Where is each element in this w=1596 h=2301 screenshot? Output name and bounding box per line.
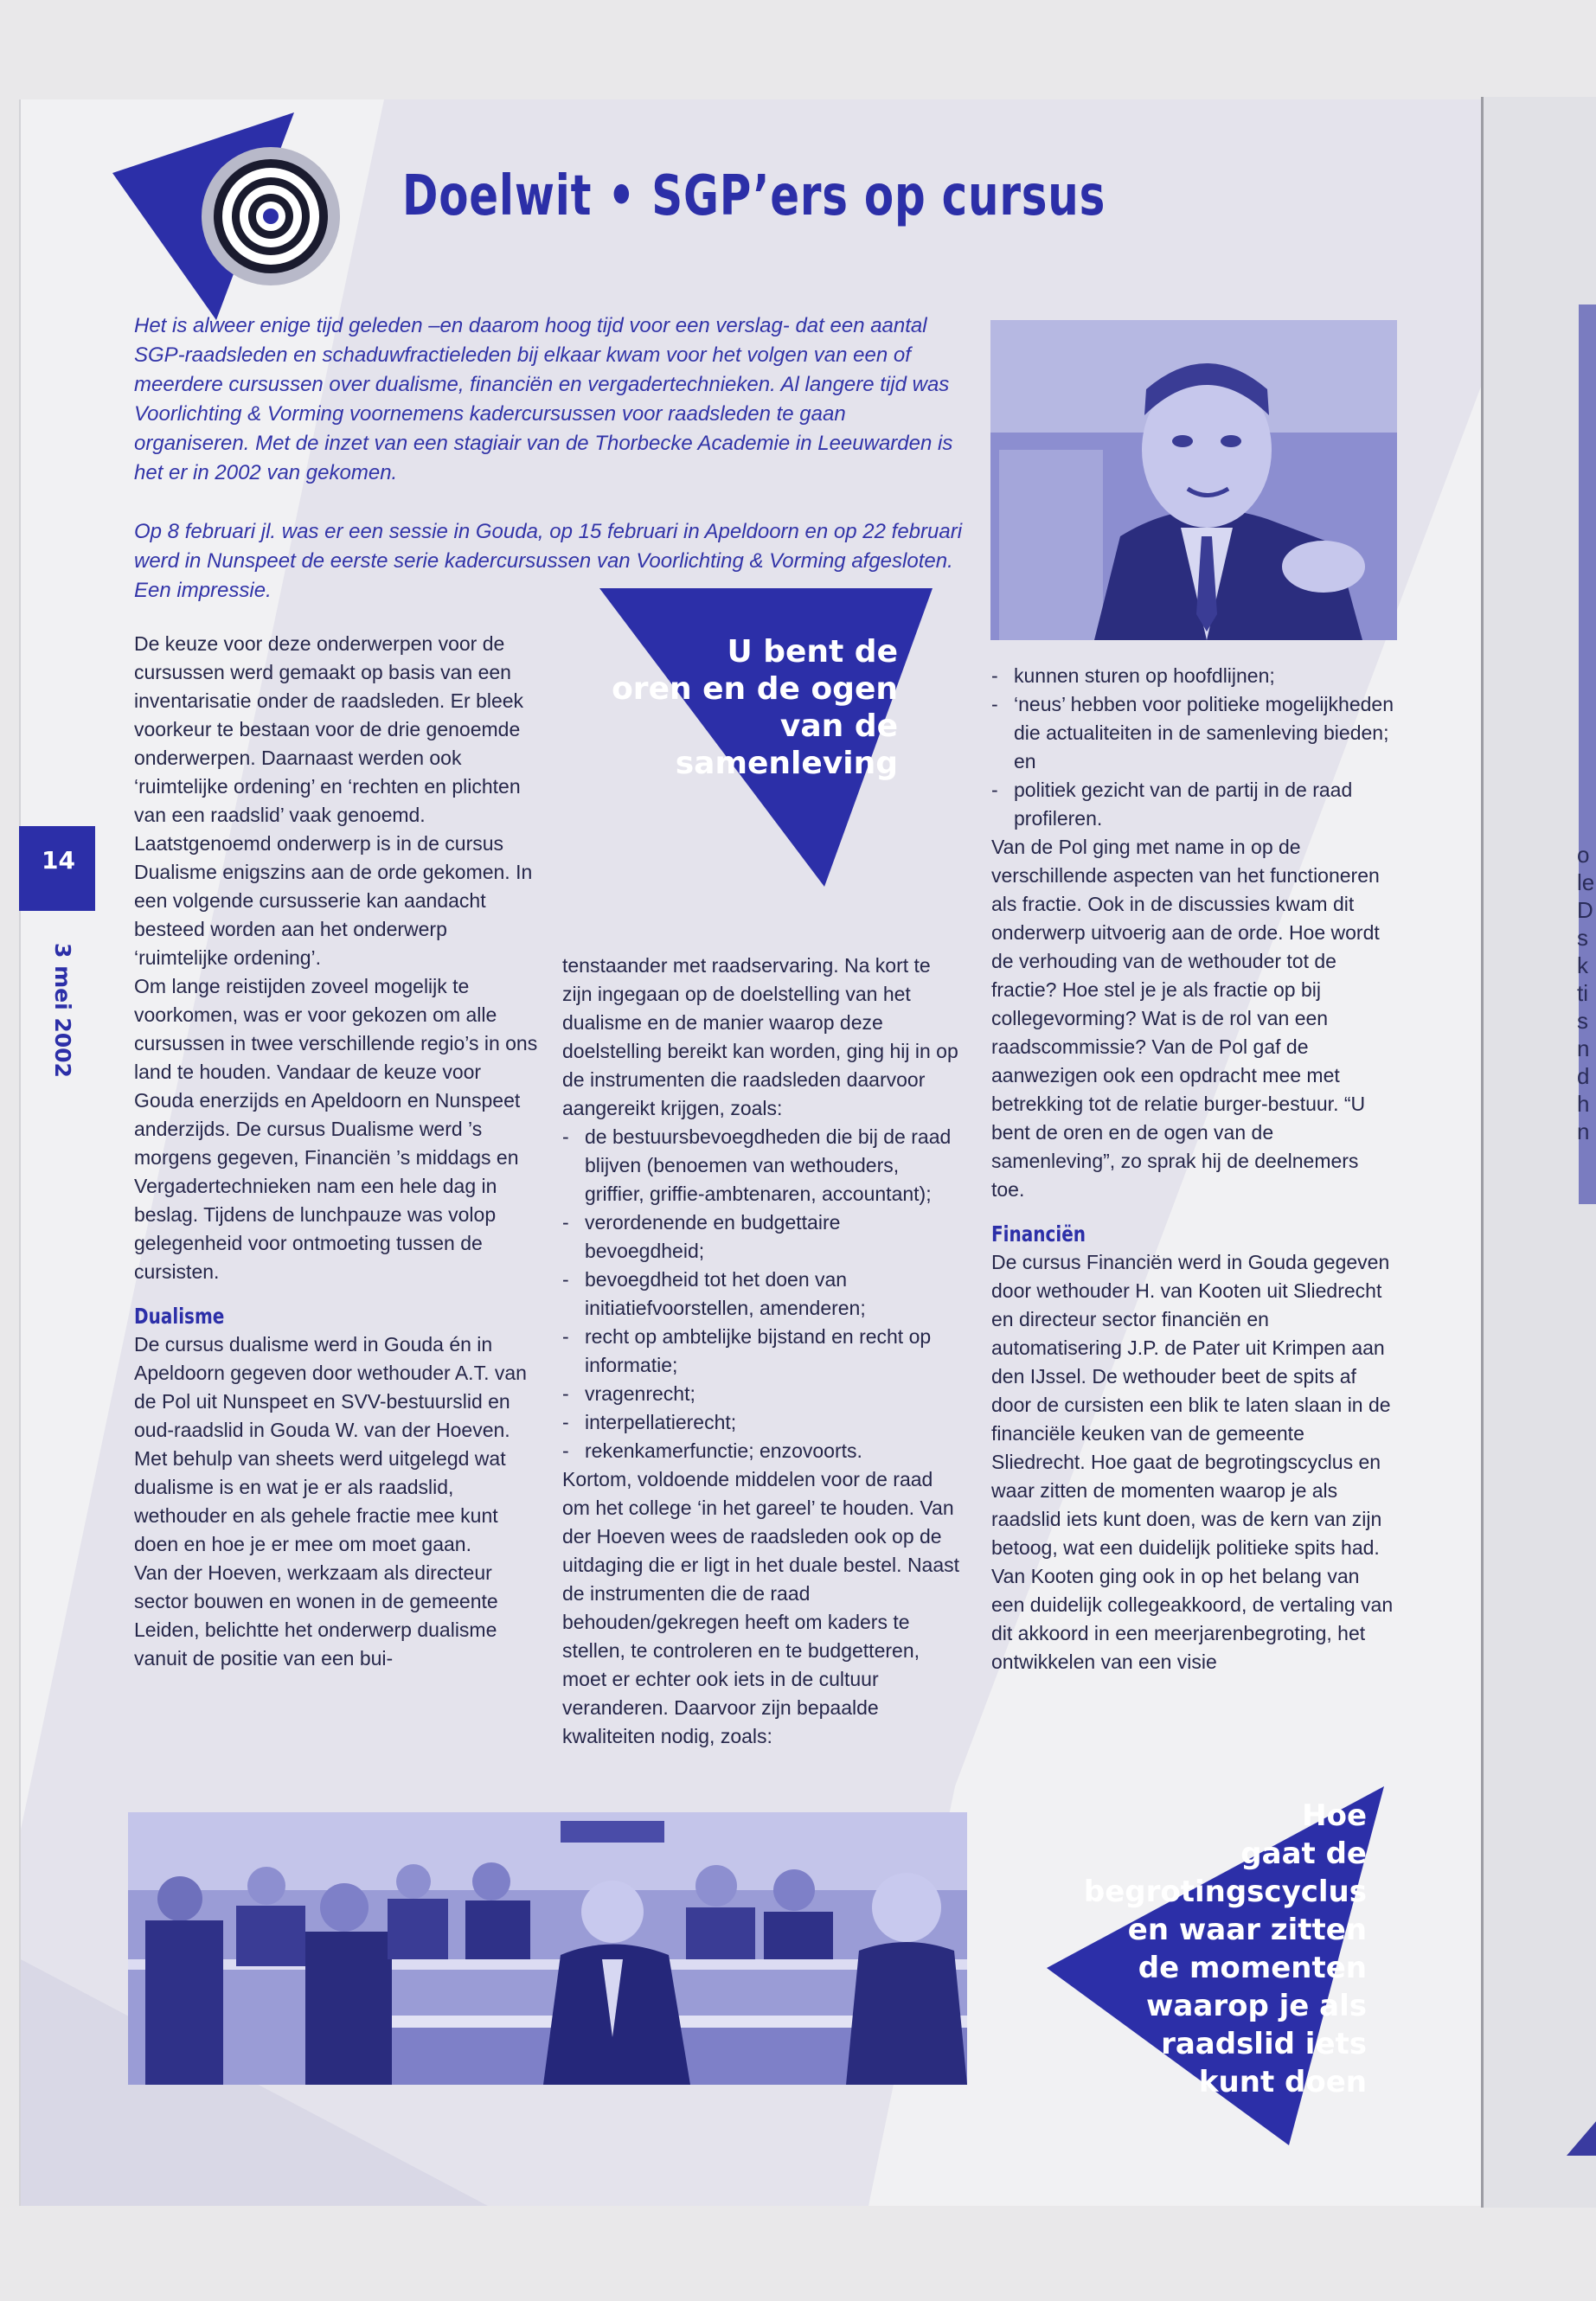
- list-item: - recht op ambtelijke bijstand en recht op informatie;: [562, 1323, 962, 1380]
- pullquote-2-line: begrotingscyclus: [1083, 1875, 1367, 1909]
- paragraph: Van der Hoeven, werkzaam als directeur sector bouwen en wonen in de gemeente Leiden, belichtte het onderwerp dualisme vanuit de positie van een bui-: [134, 1561, 498, 1670]
- paragraph: De keuze voor deze onderwerpen voor de cursussen werd gemaakt op basis van een inventarisatie onder de raadsleden. Er bleek voorkeur te bestaan voor de drie genoemde onderwerpen. Daarnaast werden ook ‘ruimtelijke ordening’ en ‘rechten en plichten van een raadslid’ vaak genoemd. Laatstgenoemd onderwerp is in de cursus Dualisme enigszins aan de orde gekomen. In een volgende cursusserie kan aandacht besteed worden aan het onderwerp ‘ruimtelijke ordening’.: [134, 632, 533, 969]
- list-item: - ‘neus’ hebben voor politieke mogelijkheden die actualiteiten in de samenleving bieden; en: [991, 690, 1396, 776]
- facing-page-triangle: [1567, 2095, 1596, 2156]
- list-item: - interpellatierecht;: [562, 1408, 962, 1437]
- list-item: - vragenrecht;: [562, 1380, 962, 1408]
- pullquote-1-line: oren en de ogen: [612, 671, 898, 707]
- article-column-2: [562, 952, 962, 1751]
- paragraph: De cursus Financiën werd in Gouda gegeven door wethouder H. van Kooten uit Sliedrecht en directeur sector financiën en automatisering J.P. de Pater uit Krimpen aan den IJssel. De wethouder beet de spits af door de cursisten een blik te laten slaan in de financiële keuken van de gemeente Sliedrecht. Hoe gaat de begrotingscyclus en waar zitten de momenten waarop je als raadslid iets kunt doen, was de kern van zijn betoog, wat een duidelijk politieke spits had. Van Kooten ging ook in op het belang van een duidelijk collegeakkoord, de vertaling van dit akkoord in een meerjarenbegroting, het ontwikkelen van een visie: [991, 1251, 1394, 1673]
- target-icon: [197, 143, 344, 290]
- pullquote-2-line: de momenten: [1138, 1951, 1367, 1985]
- list-item: - politiek gezicht van de partij in de raad profileren.: [991, 776, 1396, 833]
- facing-page: [1481, 97, 1596, 2208]
- section-heading-financien: Financiën: [991, 1221, 1086, 1247]
- issue-date: 3 mei 2002: [50, 943, 75, 1078]
- pullquote-2-line: en waar zitten: [1127, 1913, 1367, 1947]
- pullquote-1-line: U bent de: [727, 634, 898, 670]
- paragraph: tenstaander met raadservaring. Na kort te zijn ingegaan op de doelstelling van het dualisme en de manier waarop deze doelstelling bereikt kan worden, ging hij in op de instrumenten die raadsleden daarvoor aangereikt krijgen, zoals:: [562, 954, 958, 1119]
- paragraph: Van de Pol ging met name in op de verschillende aspecten van het functioneren als fractie. Ook in de discussies kwam dit onderwerp uitvoerig aan de orde. Hoe wordt de verhouding van de wethouder tot de fractie? Hoe stel je je als fractie op bij collegevorming? Wat is de rol van een raadscommissie? Van de Pol gaf de aanwezigen ook een opdracht mee met betrekking tot de relatie burger-bestuur. “U bent de oren en de ogen van de samenleving”, zo sprak hij de deelnemers toe.: [991, 836, 1380, 1201]
- pullquote-2-line: kunt doen: [1198, 2065, 1367, 2099]
- intro-paragraph-1: Het is alweer enige tijd geleden –en daarom hoog tijd voor een verslag- dat een aantal SGP-raadsleden en schaduwfractieleden bij elkaar kwam voor het volgen van een of meerdere cursussen over dualisme, financiën en vergadertechnieken. Al langere tijd was Voorlichting & Vorming voornemens kadercursussen voor raadsleden te gaan organiseren. Met de inzet van een stagiair van de Thorbecke Academie in Leeuwarden is het er in 2002 van gekomen.: [134, 314, 953, 484]
- list-item: - de bestuursbevoegdheden die bij de raad blijven (benoemen van wethouders, griffier, griffie-ambtenaren, accountant);: [562, 1123, 962, 1208]
- pullquote-1-line: van de: [779, 708, 898, 744]
- list-item: - verordenende en budgettaire bevoegdheid;: [562, 1208, 962, 1266]
- pullquote-1-line: samenleving: [675, 746, 898, 781]
- pullquote-triangle-2: [1047, 1786, 1393, 2150]
- article-column-1: [134, 630, 541, 1673]
- list-item: - rekenkamerfunctie; enzovoorts.: [562, 1437, 962, 1465]
- pullquote-2-line: raadslid iets: [1161, 2027, 1367, 2061]
- classroom-photo: [128, 1812, 967, 2085]
- page-number: 14: [42, 846, 75, 875]
- intro-paragraph-2: Op 8 februari jl. was er een sessie in Gouda, op 15 februari in Apeldoorn en op 22 februari werd in Nunspeet de eerste serie kadercursussen van Voorlichting & Vorming afgesloten. Een impressie.: [134, 520, 963, 602]
- article-column-3: [991, 662, 1396, 1676]
- facing-page-text: o le D s k ti s n d h n: [1577, 842, 1595, 1144]
- instrument-list: [562, 1123, 962, 1465]
- pullquote-2-line: Hoe: [1302, 1798, 1367, 1833]
- pullquote-2-line: gaat de: [1240, 1836, 1367, 1871]
- qualities-list: [991, 662, 1396, 833]
- list-item: - bevoegdheid tot het doen van initiatiefvoorstellen, amenderen;: [562, 1266, 962, 1323]
- article-title: Doelwit • SGP’ers op cursus: [402, 164, 1106, 228]
- speaker-photo: [990, 320, 1397, 640]
- list-item: - kunnen sturen op hoofdlijnen;: [991, 662, 1396, 690]
- section-heading-dualisme: Dualisme: [134, 1304, 225, 1329]
- paragraph: Om lange reistijden zoveel mogelijk te voorkomen, was er voor gekozen om alle cursussen in twee verschillende regio’s in ons land te houden. Vandaar de keuze voor Gouda enerzijds en Apeldoorn en Nunspeet anderzijds. De cursus Dualisme werd ’s morgens gegeven, Financiën ’s middags en Vergadertechnieken nam een hele dag in beslag. Tijdens de lunchpauze was volop gelegenheid voor ontmoeting tussen de cursisten.: [134, 975, 538, 1283]
- paragraph: Kortom, voldoende middelen voor de raad om het college ‘in het gareel’ te houden. Van der Hoeven wees de raadsleden ook op de uitdaging die er ligt in het duale bestel. Naast de instrumenten die de raad behouden/gekregen heeft om kaders te stellen, te controleren en te budgetteren, moet er echter ook iets in de cultuur veranderen. Daarvoor zijn bepaalde kwaliteiten nodig, zoals:: [562, 1468, 960, 1747]
- pullquote-triangle-1: [599, 588, 945, 891]
- paragraph: De cursus dualisme werd in Gouda én in Apeldoorn gegeven door wethouder A.T. van de Pol uit Nunspeet en SVV-bestuurslid en oud-raadslid in Gouda W. van der Hoeven. Met behulp van sheets werd uitgelegd wat dualisme is en wat je er als raadslid, wethouder en als gehele fractie mee kunt doen en hoe je er mee om moet gaan.: [134, 1333, 527, 1555]
- pullquote-2-line: waarop je als: [1146, 1989, 1367, 2023]
